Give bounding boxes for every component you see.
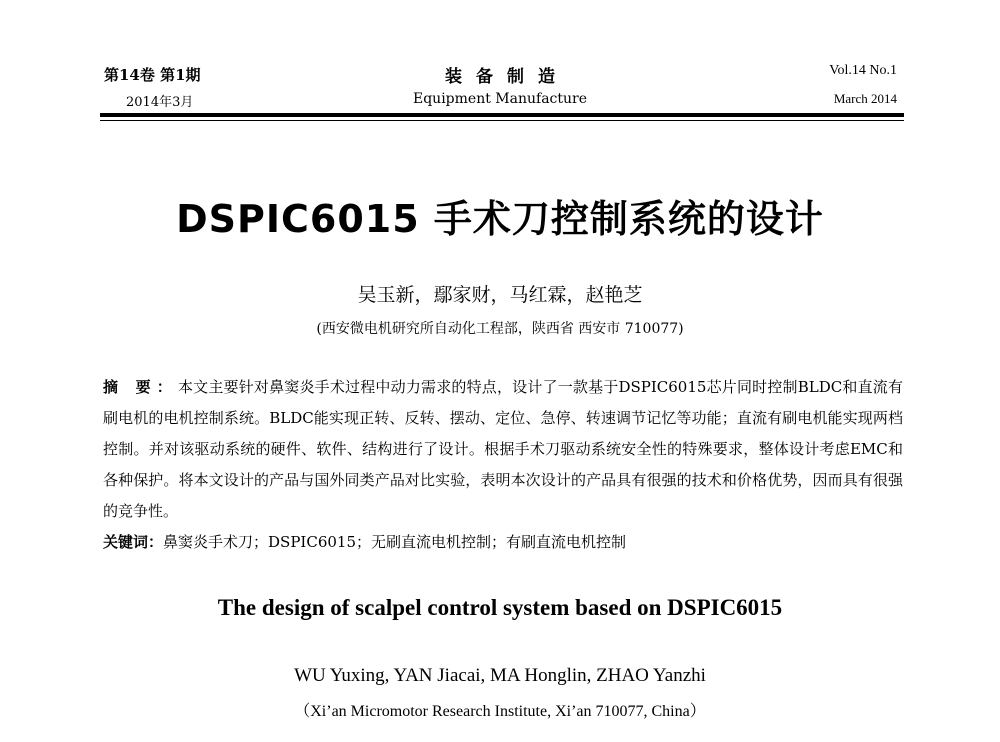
volume-issue-cn: 第14卷 第1期 <box>104 66 201 84</box>
abstract-label: 摘 要： <box>103 378 178 396</box>
abstract-text: 本文主要针对鼻窦炎手术过程中动力需求的特点，设计了一款基于DSPIC6015芯片同时控制BLDC和直流有刷电机的电机控制系统。BLDC能实现正转、反转、摆动、定位、急停、转速调节记忆等功能；直流有刷电机能实现两档控制。并对该驱动系统的硬件、软件、结构进行了设计。根据手术刀驱动系统安全性的特殊要求，整体设计考虑EMC和各种保护。将本文设计的产品与国外同类产品对比实验，表明本次设计的产品具有很强的技术和价格优势，因而具有很强的竞争性。 <box>103 378 903 520</box>
keywords-text: 鼻窦炎手术刀；DSPIC6015；无刷直流电机控制；有刷直流电机控制 <box>163 533 626 551</box>
article-title-en: The design of scalpel control system based on DSPIC6015 <box>217 595 783 620</box>
header-rule-thin <box>100 120 904 121</box>
page-header <box>0 0 1000 130</box>
authors-en: WU Yuxing, YAN Jiacai, MA Honglin, ZHAO Yanzhi <box>294 665 706 686</box>
header-rule-thick <box>100 113 904 117</box>
authors-cn: 吴玉新，鄢家财，马红霖，赵艳芝 <box>357 284 643 306</box>
keywords-label: 关键词： <box>103 533 164 551</box>
article-title-cn: DSPIC6015 手术刀控制系统的设计 <box>176 197 824 241</box>
abstract-cn <box>103 372 903 527</box>
issue-date-en: March 2014 <box>833 91 897 106</box>
affiliation-en: （Xi’an Micromotor Research Institute, Xi’an 710077, China） <box>294 703 706 720</box>
journal-name-en: Equipment Manufacture <box>413 91 587 107</box>
volume-issue-en: Vol.14 No.1 <box>829 63 897 78</box>
keywords-cn <box>103 531 903 552</box>
journal-name-cn: 装备制造 <box>445 67 569 87</box>
affiliation-cn: (西安微电机研究所自动化工程部，陕西省 西安市 710077) <box>316 321 684 337</box>
issue-date-cn: 2014年3月 <box>126 95 194 110</box>
